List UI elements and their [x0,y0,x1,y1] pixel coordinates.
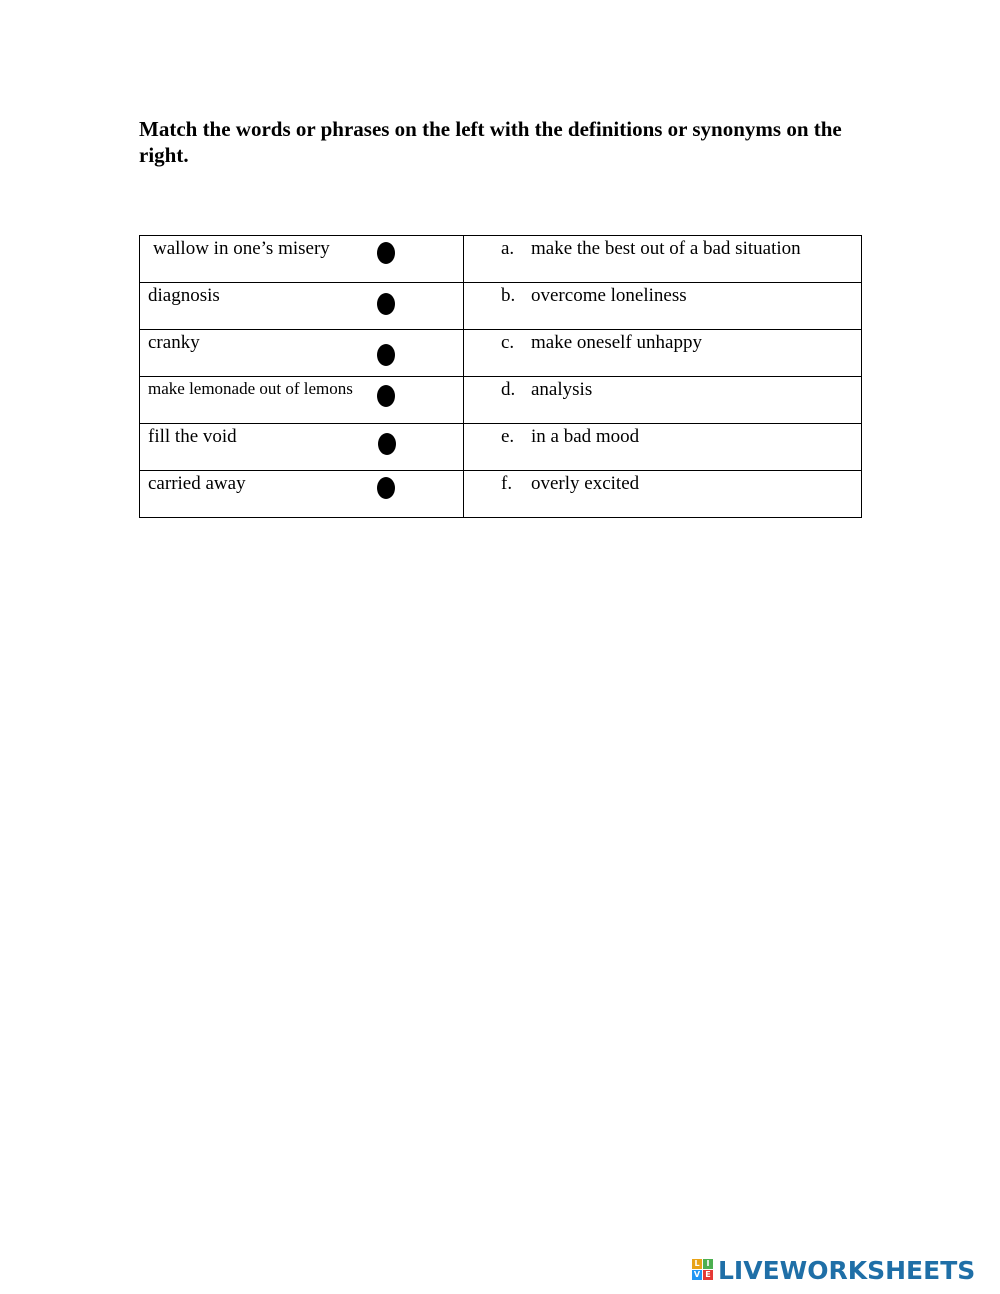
match-dot[interactable] [378,433,396,455]
logo-mark-icon [692,1259,714,1281]
definition-text: make oneself unhappy [531,332,702,353]
term-cell [140,330,464,377]
definition-text: make the best out of a bad situation [531,238,801,259]
definition-text: in a bad mood [531,426,640,447]
match-dot[interactable] [377,242,395,264]
liveworksheets-logo [692,1255,975,1285]
match-dot[interactable] [377,293,395,315]
term-text: make lemonade out of lemons [148,379,353,398]
definition-cell [464,471,862,518]
instructions-heading: Match the words or phrases on the left with the definitions or synonyms on the right. [139,117,842,167]
definition-cell [464,330,862,377]
term-text: wallow in one’s misery [153,238,330,259]
table-row [140,471,862,518]
term-text: cranky [148,332,200,353]
match-dot[interactable] [377,385,395,407]
definition-cell [464,377,862,424]
definition-letter: b. [501,285,516,306]
definition-letter: c. [501,332,515,353]
definition-letter: d. [501,379,516,400]
definition-letter: f. [501,473,513,494]
term-text: fill the void [148,426,237,447]
definition-text: analysis [531,379,593,400]
logo-text: LIVEWORKSHEETS [718,1255,976,1285]
table-row [140,330,862,377]
term-cell [140,471,464,518]
term-cell [140,377,464,424]
matching-table [139,235,862,518]
definition-text: overcome loneliness [531,285,687,306]
table-row [140,377,862,424]
logo-mark-letter: I [703,1259,713,1269]
definition-letter: a. [501,238,515,259]
definition-cell [464,283,862,330]
term-cell [140,283,464,330]
match-dot[interactable] [377,344,395,366]
term-text: diagnosis [148,285,220,306]
logo-mark-letter: V [693,1270,701,1279]
term-cell [140,424,464,471]
definition-text: overly excited [531,473,640,494]
term-cell [140,236,464,283]
table-row [140,236,862,283]
table-row [140,424,862,471]
definition-letter: e. [501,426,515,447]
logo-mark-letter: L [692,1259,702,1269]
match-dot[interactable] [377,477,395,499]
term-text: carried away [148,473,246,494]
table-row [140,283,862,330]
logo-mark-letter: E [703,1270,713,1280]
definition-cell [464,424,862,471]
definition-cell [464,236,862,283]
